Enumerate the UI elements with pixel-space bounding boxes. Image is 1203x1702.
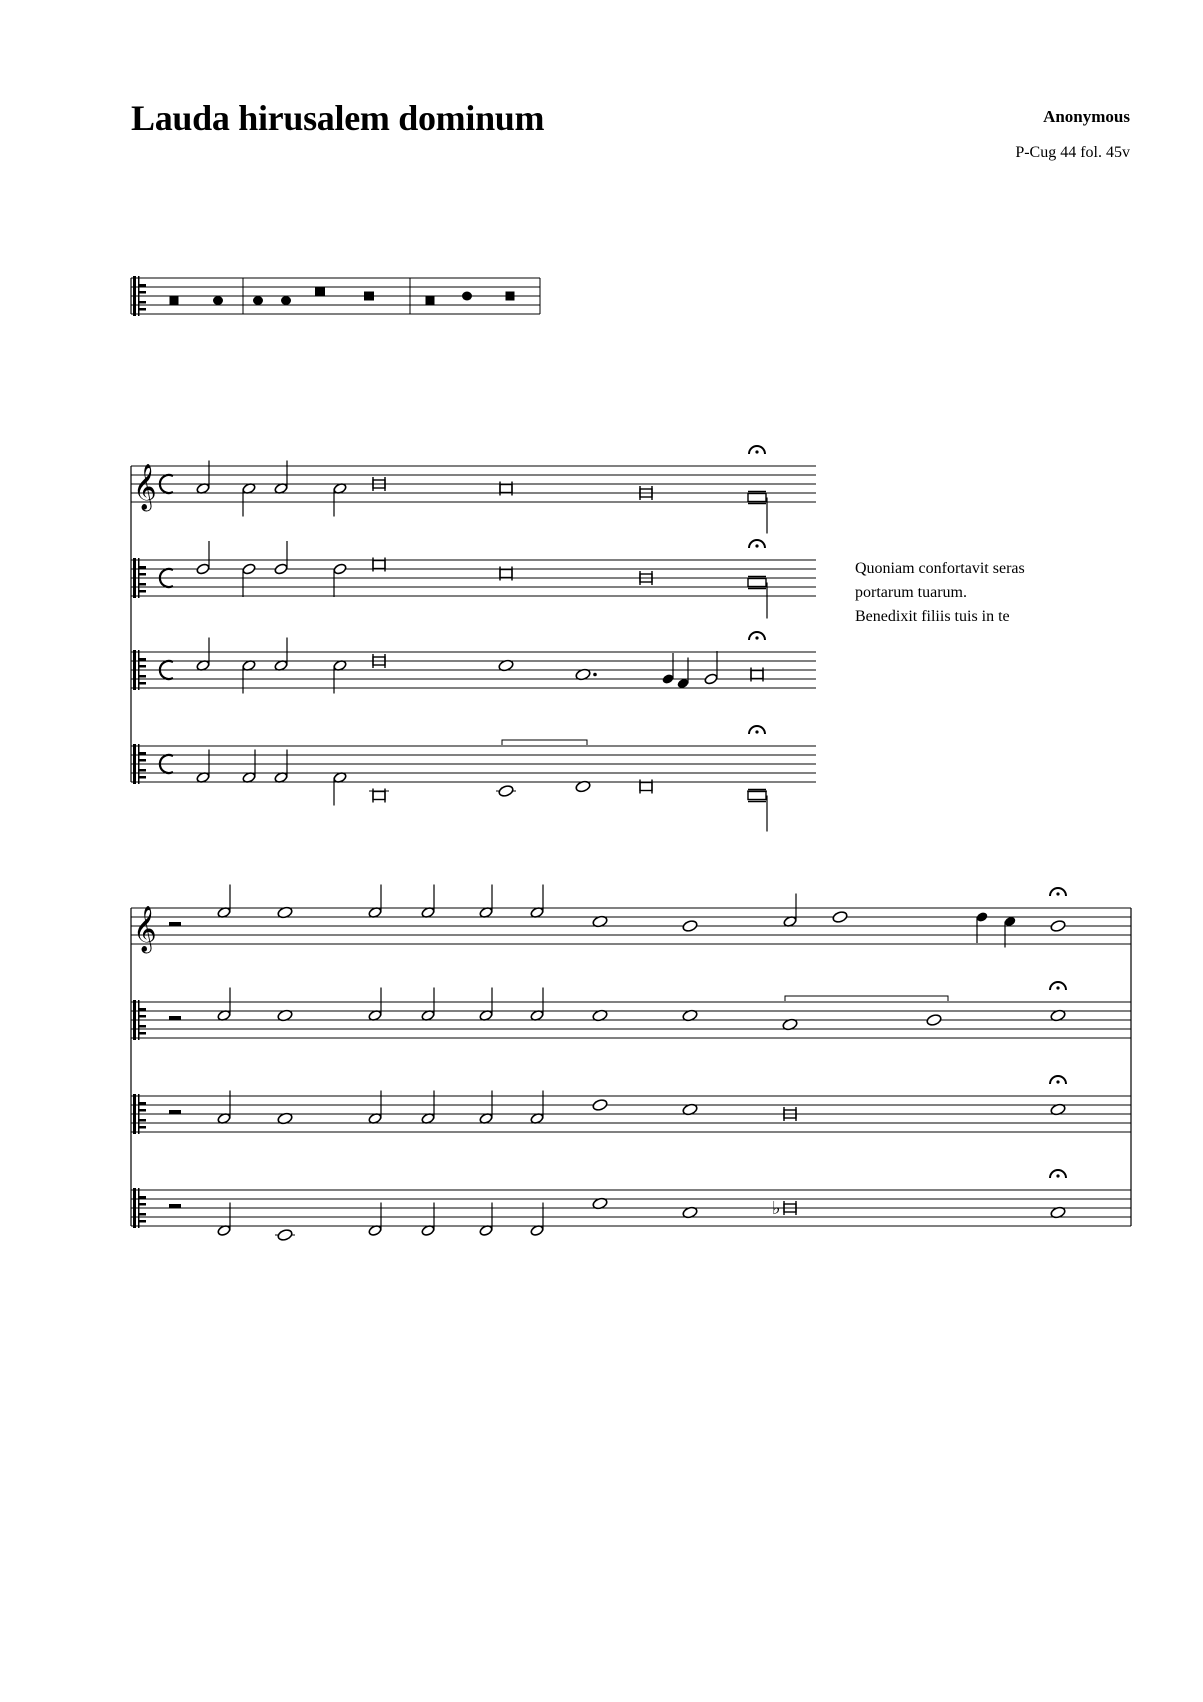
clef-rung — [139, 1213, 146, 1216]
clef-rung — [139, 1126, 146, 1129]
breve-note — [500, 570, 512, 578]
staff — [131, 1096, 1131, 1132]
fermata-dot — [1056, 986, 1059, 989]
treble-clef-icon: 𝄞 — [133, 906, 157, 952]
breve-note — [373, 561, 385, 569]
long-note — [748, 494, 766, 502]
clef-bar — [133, 1000, 136, 1040]
incipit-square-note — [315, 287, 325, 296]
flat-sign-icon: ♭ — [772, 1198, 781, 1219]
clef-bar — [133, 558, 136, 598]
breve-note — [373, 792, 385, 800]
long-note — [748, 579, 766, 587]
clef-rung — [139, 573, 146, 576]
clef-rung — [139, 566, 146, 569]
long-note — [748, 792, 766, 800]
clef-bar — [133, 276, 136, 316]
breve-note — [500, 485, 512, 493]
verse-line: Benedixit filiis tuis in te — [855, 608, 1010, 625]
fermata-dot — [1056, 892, 1059, 895]
clef-bar — [133, 1188, 136, 1228]
clef-rung — [139, 665, 146, 668]
verse-line: Quoniam confortavit seras — [855, 560, 1025, 577]
fermata-dot — [755, 636, 758, 639]
semibreve-note — [926, 1013, 942, 1026]
clef-rung — [139, 682, 146, 685]
clef-rung — [139, 301, 146, 304]
verse-line: portarum tuarum. — [855, 584, 967, 601]
dot — [593, 673, 597, 677]
staff — [131, 278, 540, 314]
clef-bar — [133, 744, 136, 784]
incipit-square-note — [170, 296, 179, 305]
incipit-square-note — [506, 292, 515, 301]
clef-bar — [133, 1094, 136, 1134]
clef-rung — [139, 284, 146, 287]
incipit-square-note — [364, 292, 374, 301]
clef-rung — [139, 658, 146, 661]
minim-note — [333, 563, 347, 575]
incipit-round-note — [462, 292, 472, 301]
staff — [131, 746, 816, 782]
clef-rung — [139, 308, 146, 311]
half-rest — [169, 922, 181, 926]
staff — [131, 466, 816, 502]
incipit-round-note — [281, 296, 291, 305]
half-rest — [169, 1016, 181, 1020]
semibreve-note — [592, 1098, 608, 1111]
semibreve-note — [277, 1228, 293, 1241]
clef-bar — [133, 650, 136, 690]
minim-note — [704, 673, 718, 685]
clef-rung — [139, 769, 146, 772]
staff — [131, 1190, 1131, 1226]
clef-rung — [139, 1008, 146, 1011]
ligature-bracket — [785, 996, 948, 1001]
fermata-dot — [755, 450, 758, 453]
clef-rung — [139, 1119, 146, 1122]
half-rest — [169, 1110, 181, 1114]
fermata-dot — [1056, 1080, 1059, 1083]
minim-note — [242, 563, 256, 575]
clef-rung — [139, 1196, 146, 1199]
staff — [131, 560, 816, 596]
clef-rung — [139, 776, 146, 779]
clef-rung — [139, 752, 146, 755]
clef-rung — [139, 583, 146, 586]
clef-rung — [139, 759, 146, 762]
composer: Anonymous — [1043, 107, 1130, 126]
fermata-dot — [755, 544, 758, 547]
semibreve-note — [1050, 919, 1066, 932]
clef-rung — [139, 1102, 146, 1105]
clef-rung — [139, 1025, 146, 1028]
ligature-bracket — [502, 740, 587, 745]
minim-note — [274, 563, 288, 575]
clef-rung — [139, 291, 146, 294]
minim-note — [196, 563, 210, 575]
piece-title: Lauda hirusalem dominum — [131, 98, 545, 138]
clef-rung — [139, 1203, 146, 1206]
fermata-dot — [755, 730, 758, 733]
clef-rung — [139, 675, 146, 678]
semibreve-note — [498, 784, 514, 797]
fermata-dot — [1056, 1174, 1059, 1177]
source-reference: P-Cug 44 fol. 45v — [1015, 144, 1130, 161]
semibreve-note — [832, 910, 848, 923]
clef-rung — [139, 1032, 146, 1035]
treble-clef-icon: 𝄞 — [133, 464, 157, 510]
incipit-round-note — [213, 296, 223, 305]
breve-note — [751, 671, 763, 679]
clef-rung — [139, 1109, 146, 1112]
clef-rung — [139, 1220, 146, 1223]
half-rest — [169, 1204, 181, 1208]
incipit-round-note — [253, 296, 263, 305]
clef-rung — [139, 1015, 146, 1018]
incipit-square-note — [426, 296, 435, 305]
semibreve-note — [682, 919, 698, 932]
clef-rung — [139, 590, 146, 593]
breve-note — [640, 783, 652, 791]
